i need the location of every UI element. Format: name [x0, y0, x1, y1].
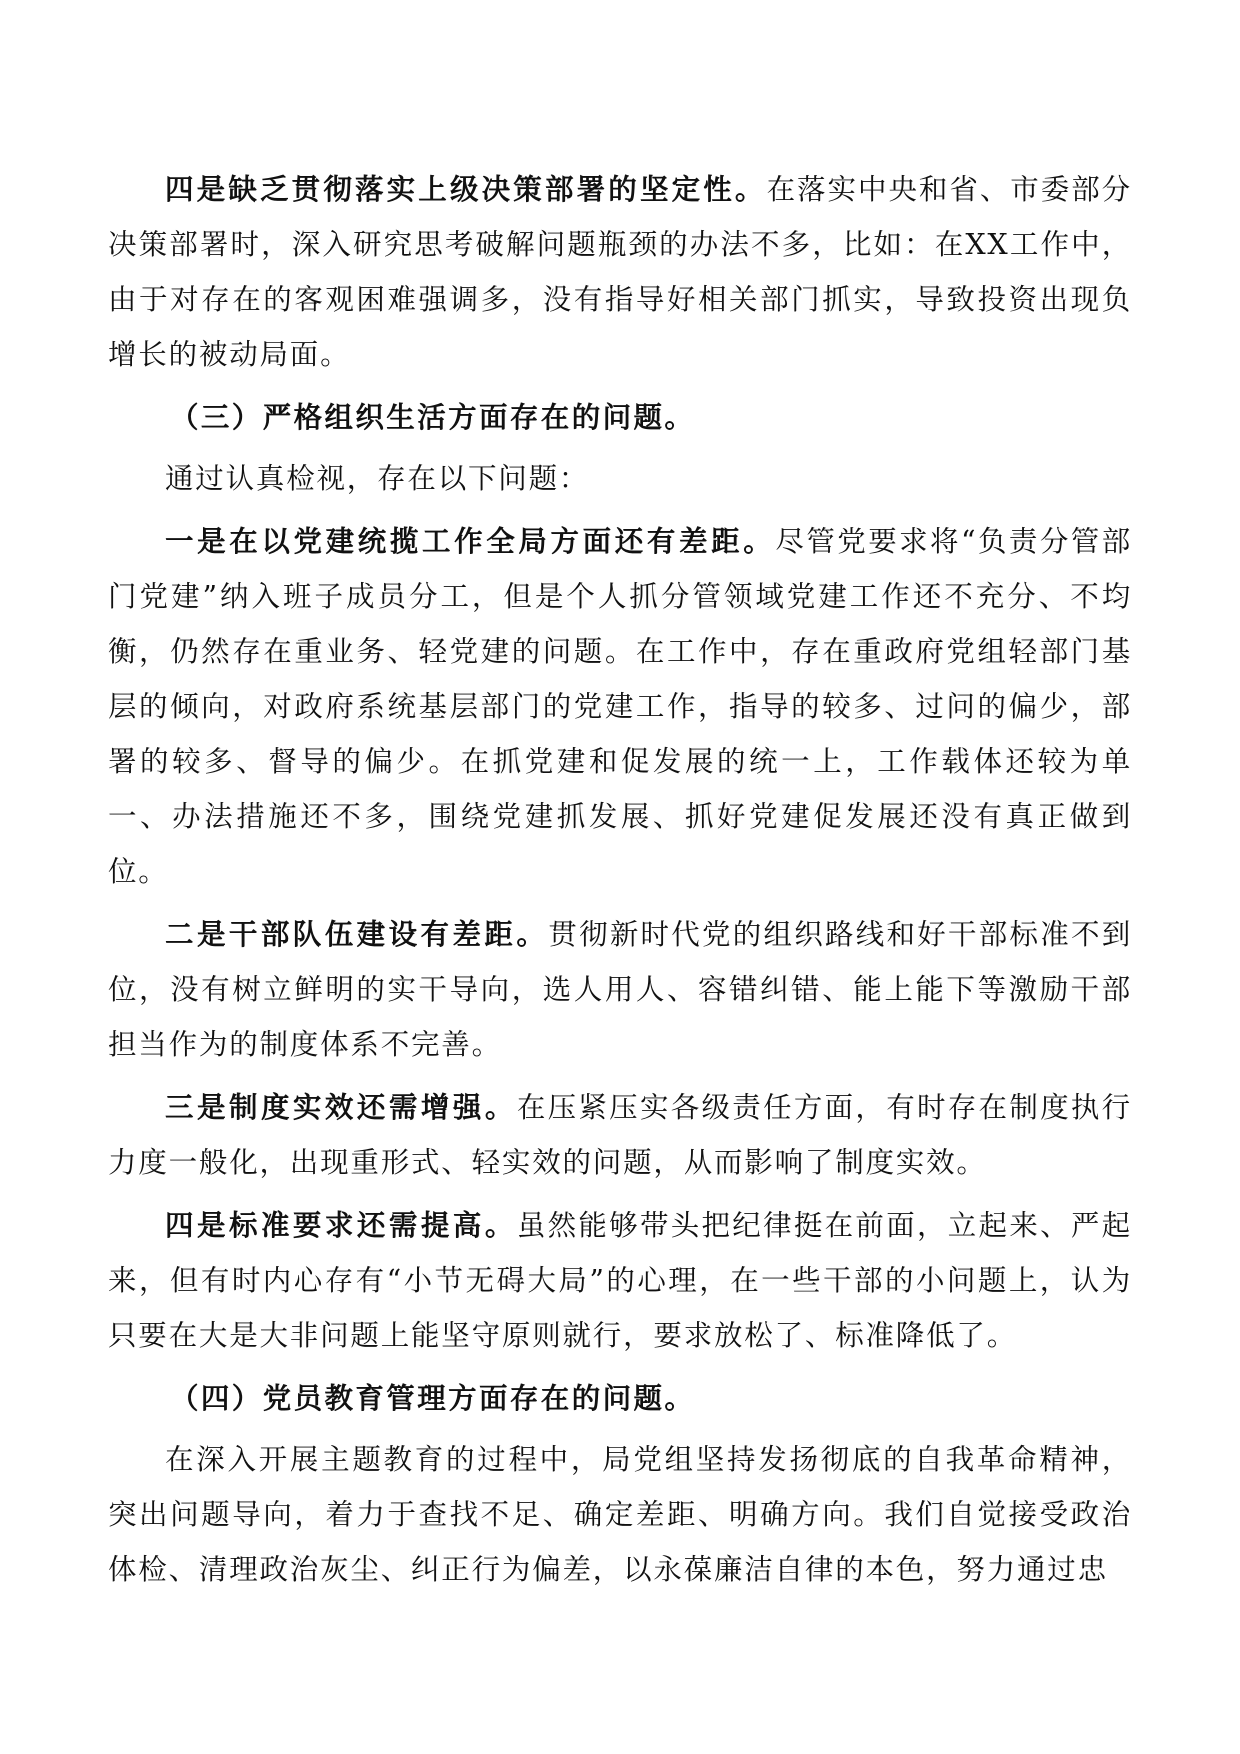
paragraph-text: 虽然能够带头把纪律挺在前面，立起来、严起来，但有时内心存有“小节无碍大局”的心理，在一些干部的小问题上，认为只要在大是大非问题上能坚守原则就行，要求放松了、标准降低了。: [108, 1209, 1132, 1352]
paragraph-4-determination: [108, 162, 1132, 382]
paragraph-text: 尽管党要求将“负责分管部门党建”纳入班子成员分工，但是个人抓分管领域党建工作还不充分、不均衡，仍然存在重业务、轻党建的问题。在工作中，存在重政府党组轻部门基层的倾向，对政府系统基层部门的党建工作，指导的较多、过问的偏少，部署的较多、督导的偏少。在抓党建和促发展的统一上，工作载体还较为单一、办法措施还不多，围绕党建抓发展、抓好党建促发展还没有真正做到位。: [108, 525, 1132, 888]
paragraph-intro: 通过认真检视，存在以下问题：: [165, 462, 590, 495]
paragraph-lead: 一是在以党建统揽工作全局方面还有差距。: [165, 524, 776, 558]
paragraph-4-standards: [108, 1198, 1132, 1363]
paragraph-text: 在落实中央和省、市委部分决策部署时，深入研究思考破解问题瓶颈的办法不多，比如：在XX工作中，由于对存在的客观困难强调多，没有指导好相关部门抓实，导致投资出现负增长的被动局面。: [108, 173, 1132, 371]
paragraph-lead: 三是制度实效还需增强。: [165, 1090, 517, 1124]
document-body: [108, 162, 1132, 1605]
paragraph-lead: 二是干部队伍建设有差距。: [165, 917, 549, 951]
section-heading-3: （三）严格组织生活方面存在的问题。: [170, 400, 696, 434]
paragraph-lead: 四是标准要求还需提高。: [165, 1208, 517, 1242]
paragraph-2-cadre: [108, 907, 1132, 1072]
paragraph-text: 贯彻新时代党的组织路线和好干部标准不到位，没有树立鲜明的实干导向，选人用人、容错纠错、能上能下等激励干部担当作为的制度体系不完善。: [108, 918, 1132, 1061]
paragraph-text: 在压紧压实各级责任方面，有时存在制度执行力度一般化，出现重形式、轻实效的问题，从而影响了制度实效。: [108, 1091, 1132, 1179]
paragraph-3-system: [108, 1080, 1132, 1190]
section-heading-4: （四）党员教育管理方面存在的问题。: [170, 1381, 696, 1415]
paragraph-1-party-building: [108, 514, 1132, 899]
paragraph-lead: 四是缺乏贯彻落实上级决策部署的坚定性。: [165, 172, 767, 206]
paragraph-education: 在深入开展主题教育的过程中，局党组坚持发扬彻底的自我革命精神，突出问题导向，着力于查找不足、确定差距、明确方向。我们自觉接受政治体检、清理政治灰尘、纠正行为偏差，以永葆廉洁自律的本色，努力通过忠: [108, 1443, 1132, 1586]
